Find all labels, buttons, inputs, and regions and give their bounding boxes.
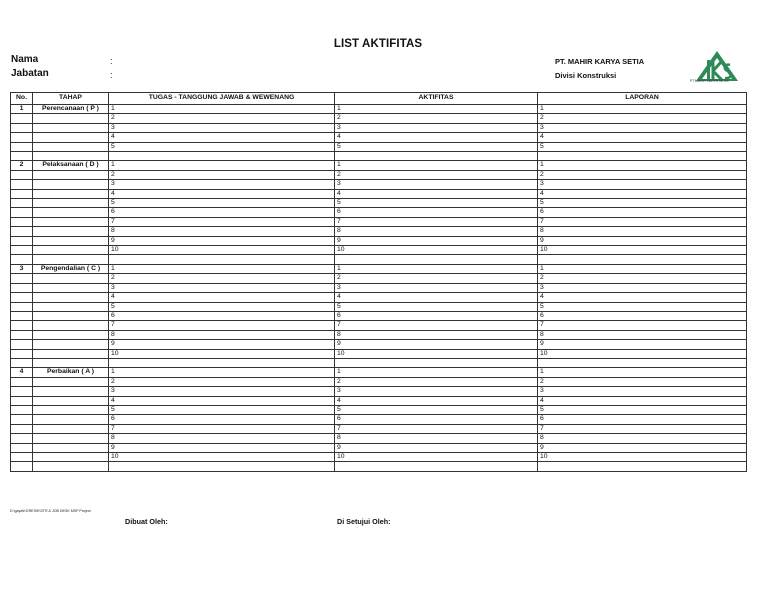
activity-table — [10, 92, 747, 472]
section-tahap — [33, 217, 109, 226]
company-name: PT. MAHIR KARYA SETIA — [555, 57, 645, 66]
tugas-item-number: 4 — [109, 396, 335, 405]
tugas-item-number: 2 — [109, 377, 335, 386]
aktifitas-item-number: 6 — [335, 415, 538, 424]
laporan-item-number: 9 — [538, 340, 747, 349]
laporan-item-number: 3 — [538, 387, 747, 396]
section-number — [11, 180, 33, 189]
section-tahap — [33, 330, 109, 339]
aktifitas-item-number: 5 — [335, 405, 538, 414]
section-tahap — [33, 443, 109, 452]
laporan-item-number: 9 — [538, 236, 747, 245]
tugas-item-number: 10 — [109, 452, 335, 461]
table-row — [11, 170, 747, 179]
aktifitas-item-number: 9 — [335, 340, 538, 349]
section-tahap — [33, 189, 109, 198]
aktifitas-item-number: 5 — [335, 142, 538, 151]
aktifitas-item-number: 6 — [335, 311, 538, 320]
section-number: 2 — [11, 161, 33, 170]
spacer-cell — [538, 358, 747, 367]
section-tahap — [33, 349, 109, 358]
section-tahap — [33, 293, 109, 302]
section-number — [11, 424, 33, 433]
table-row — [11, 368, 747, 377]
laporan-item-number: 8 — [538, 330, 747, 339]
company-division: Divisi Konstruksi — [555, 71, 617, 80]
aktifitas-item-number: 3 — [335, 180, 538, 189]
aktifitas-item-number: 2 — [335, 274, 538, 283]
aktifitas-item-number: 9 — [335, 236, 538, 245]
spacer-cell — [109, 462, 335, 471]
table-row — [11, 434, 747, 443]
tugas-item-number: 3 — [109, 387, 335, 396]
table-row — [11, 208, 747, 217]
tugas-item-number: 8 — [109, 434, 335, 443]
spacer-cell — [335, 255, 538, 264]
section-tahap — [33, 283, 109, 292]
tugas-item-number: 10 — [109, 246, 335, 255]
laporan-item-number: 3 — [538, 180, 747, 189]
jabatan-label: Jabatan — [11, 68, 49, 79]
section-tahap — [33, 340, 109, 349]
section-tahap — [33, 199, 109, 208]
laporan-item-number: 5 — [538, 142, 747, 151]
table-row — [11, 415, 747, 424]
tugas-item-number: 8 — [109, 227, 335, 236]
spacer-cell — [11, 152, 33, 161]
made-by-label: Dibuat Oleh: — [125, 517, 168, 526]
nama-colon: : — [110, 56, 113, 66]
table-row — [11, 340, 747, 349]
section-number — [11, 396, 33, 405]
laporan-item-number: 4 — [538, 133, 747, 142]
col-header-tahap: TAHAP — [33, 93, 109, 105]
table-row — [11, 274, 747, 283]
section-tahap — [33, 236, 109, 245]
table-header-row — [11, 93, 747, 105]
aktifitas-item-number: 8 — [335, 330, 538, 339]
section-number — [11, 405, 33, 414]
col-header-laporan: LAPORAN — [538, 93, 747, 105]
nama-label: Nama — [11, 54, 39, 65]
tugas-item-number: 5 — [109, 199, 335, 208]
col-header-aktifitas: AKTIFITAS — [335, 93, 538, 105]
section-tahap — [33, 133, 109, 142]
jabatan-colon: : — [110, 70, 113, 80]
table-row — [11, 405, 747, 414]
aktifitas-item-number: 7 — [335, 217, 538, 226]
section-number — [11, 170, 33, 179]
laporan-item-number: 10 — [538, 246, 747, 255]
section-number — [11, 208, 33, 217]
section-tahap: Pengendalian ( C ) — [33, 264, 109, 273]
tugas-item-number: 7 — [109, 321, 335, 330]
aktifitas-item-number: 7 — [335, 321, 538, 330]
aktifitas-item-number: 10 — [335, 349, 538, 358]
laporan-item-number: 8 — [538, 434, 747, 443]
section-tahap — [33, 180, 109, 189]
aktifitas-item-number: 4 — [335, 396, 538, 405]
spacer-cell — [33, 358, 109, 367]
aktifitas-item-number: 2 — [335, 114, 538, 123]
tugas-item-number: 6 — [109, 415, 335, 424]
section-number: 3 — [11, 264, 33, 273]
laporan-item-number: 4 — [538, 293, 747, 302]
section-number — [11, 189, 33, 198]
aktifitas-item-number: 4 — [335, 189, 538, 198]
section-number — [11, 311, 33, 320]
spacer-cell — [538, 152, 747, 161]
spacer-cell — [335, 358, 538, 367]
aktifitas-item-number: 2 — [335, 170, 538, 179]
aktifitas-item-number: 5 — [335, 199, 538, 208]
tugas-item-number: 4 — [109, 293, 335, 302]
section-tahap — [33, 434, 109, 443]
section-tahap — [33, 142, 109, 151]
laporan-item-number: 1 — [538, 368, 747, 377]
spacer-cell — [109, 358, 335, 367]
section-tahap — [33, 114, 109, 123]
laporan-item-number: 7 — [538, 424, 747, 433]
spacer-cell — [335, 462, 538, 471]
laporan-item-number: 2 — [538, 377, 747, 386]
spacer-cell — [538, 462, 747, 471]
table-row — [11, 349, 747, 358]
laporan-item-number: 1 — [538, 264, 747, 273]
tugas-item-number: 1 — [109, 264, 335, 273]
section-number — [11, 387, 33, 396]
section-tahap — [33, 321, 109, 330]
table-row — [11, 133, 747, 142]
spacer-cell — [11, 462, 33, 471]
section-number — [11, 274, 33, 283]
laporan-item-number: 7 — [538, 321, 747, 330]
table-row — [11, 283, 747, 292]
section-tahap: Perbaikan ( A ) — [33, 368, 109, 377]
section-tahap — [33, 387, 109, 396]
tugas-item-number: 2 — [109, 114, 335, 123]
section-number — [11, 302, 33, 311]
laporan-item-number: 5 — [538, 199, 747, 208]
section-number — [11, 452, 33, 461]
section-tahap — [33, 452, 109, 461]
file-path-footnote: D:\gaya\KGRESIK\STR & JOB DESK MSP Project — [10, 509, 91, 513]
tugas-item-number: 1 — [109, 161, 335, 170]
aktifitas-item-number: 1 — [335, 105, 538, 114]
aktifitas-item-number: 10 — [335, 246, 538, 255]
spacer-cell — [109, 152, 335, 161]
tugas-item-number: 7 — [109, 424, 335, 433]
section-tahap: Pelaksanaan ( D ) — [33, 161, 109, 170]
tugas-item-number: 5 — [109, 302, 335, 311]
tugas-item-number: 9 — [109, 340, 335, 349]
aktifitas-item-number: 2 — [335, 377, 538, 386]
spacer-cell — [11, 255, 33, 264]
table-row — [11, 443, 747, 452]
table-row — [11, 293, 747, 302]
tugas-item-number: 3 — [109, 123, 335, 132]
section-spacer-row — [11, 255, 747, 264]
aktifitas-item-number: 1 — [335, 161, 538, 170]
table-row — [11, 161, 747, 170]
table-body — [11, 105, 747, 472]
laporan-item-number: 5 — [538, 405, 747, 414]
laporan-item-number: 6 — [538, 311, 747, 320]
aktifitas-item-number: 5 — [335, 302, 538, 311]
tugas-item-number: 2 — [109, 274, 335, 283]
laporan-item-number: 1 — [538, 161, 747, 170]
section-number — [11, 283, 33, 292]
table-row — [11, 302, 747, 311]
section-number — [11, 434, 33, 443]
section-number — [11, 114, 33, 123]
table-row — [11, 424, 747, 433]
tugas-item-number: 7 — [109, 217, 335, 226]
table-row — [11, 180, 747, 189]
laporan-item-number: 1 — [538, 105, 747, 114]
aktifitas-item-number: 4 — [335, 293, 538, 302]
tugas-item-number: 1 — [109, 105, 335, 114]
table-row — [11, 114, 747, 123]
laporan-item-number: 8 — [538, 227, 747, 236]
table-row — [11, 377, 747, 386]
tugas-item-number: 5 — [109, 405, 335, 414]
table-row — [11, 330, 747, 339]
section-number — [11, 227, 33, 236]
section-number — [11, 340, 33, 349]
approved-by-label: Di Setujui Oleh: — [337, 517, 391, 526]
tugas-item-number: 4 — [109, 189, 335, 198]
spacer-cell — [109, 255, 335, 264]
section-spacer-row — [11, 152, 747, 161]
laporan-item-number: 6 — [538, 415, 747, 424]
section-tahap — [33, 424, 109, 433]
logo-caption: PT.MAHIR KARYA SETIA — [690, 79, 729, 83]
section-tahap — [33, 227, 109, 236]
section-tahap — [33, 123, 109, 132]
tugas-item-number: 6 — [109, 208, 335, 217]
aktifitas-item-number: 8 — [335, 434, 538, 443]
aktifitas-item-number: 3 — [335, 283, 538, 292]
section-number — [11, 349, 33, 358]
laporan-item-number: 10 — [538, 452, 747, 461]
section-tahap — [33, 396, 109, 405]
section-number: 1 — [11, 105, 33, 114]
table-row — [11, 396, 747, 405]
col-header-tugas: TUGAS - TANGGUNG JAWAB & WEWENANG — [109, 93, 335, 105]
laporan-item-number: 10 — [538, 349, 747, 358]
section-tahap — [33, 405, 109, 414]
section-tahap — [33, 311, 109, 320]
table-row — [11, 264, 747, 273]
table-row — [11, 123, 747, 132]
laporan-item-number: 4 — [538, 396, 747, 405]
table-row — [11, 142, 747, 151]
section-tahap — [33, 274, 109, 283]
aktifitas-item-number: 10 — [335, 452, 538, 461]
laporan-item-number: 3 — [538, 123, 747, 132]
spacer-cell — [335, 152, 538, 161]
spacer-cell — [33, 255, 109, 264]
section-tahap: Perencanaan ( P ) — [33, 105, 109, 114]
aktifitas-item-number: 4 — [335, 133, 538, 142]
section-number — [11, 321, 33, 330]
tugas-item-number: 1 — [109, 368, 335, 377]
laporan-item-number: 2 — [538, 274, 747, 283]
section-number — [11, 443, 33, 452]
aktifitas-item-number: 6 — [335, 208, 538, 217]
aktifitas-item-number: 3 — [335, 123, 538, 132]
section-number: 4 — [11, 368, 33, 377]
section-number — [11, 246, 33, 255]
section-tahap — [33, 208, 109, 217]
tugas-item-number: 9 — [109, 443, 335, 452]
section-spacer-row — [11, 358, 747, 367]
aktifitas-item-number: 3 — [335, 387, 538, 396]
tugas-item-number: 2 — [109, 170, 335, 179]
laporan-item-number: 2 — [538, 114, 747, 123]
tugas-item-number: 8 — [109, 330, 335, 339]
table-row — [11, 105, 747, 114]
table-row — [11, 189, 747, 198]
table-row — [11, 199, 747, 208]
table-row — [11, 227, 747, 236]
aktifitas-item-number: 1 — [335, 264, 538, 273]
spacer-cell — [33, 152, 109, 161]
tugas-item-number: 3 — [109, 283, 335, 292]
section-number — [11, 415, 33, 424]
section-number — [11, 142, 33, 151]
section-number — [11, 133, 33, 142]
section-number — [11, 377, 33, 386]
table-row — [11, 311, 747, 320]
laporan-item-number: 2 — [538, 170, 747, 179]
section-tahap — [33, 170, 109, 179]
spacer-cell — [11, 358, 33, 367]
spacer-cell — [538, 255, 747, 264]
laporan-item-number: 9 — [538, 443, 747, 452]
aktifitas-item-number: 1 — [335, 368, 538, 377]
table-row — [11, 246, 747, 255]
laporan-item-number: 4 — [538, 189, 747, 198]
page-title: LIST AKTIFITAS — [333, 38, 423, 50]
table-row — [11, 321, 747, 330]
section-tahap — [33, 246, 109, 255]
tugas-item-number: 6 — [109, 311, 335, 320]
table-row — [11, 452, 747, 461]
aktifitas-item-number: 8 — [335, 227, 538, 236]
section-number — [11, 199, 33, 208]
laporan-item-number: 3 — [538, 283, 747, 292]
table-row — [11, 236, 747, 245]
table-row — [11, 387, 747, 396]
section-spacer-row — [11, 462, 747, 471]
section-tahap — [33, 415, 109, 424]
tugas-item-number: 5 — [109, 142, 335, 151]
section-number — [11, 217, 33, 226]
aktifitas-item-number: 9 — [335, 443, 538, 452]
section-number — [11, 330, 33, 339]
tugas-item-number: 4 — [109, 133, 335, 142]
section-tahap — [33, 377, 109, 386]
section-tahap — [33, 302, 109, 311]
section-number — [11, 293, 33, 302]
tugas-item-number: 9 — [109, 236, 335, 245]
table-row — [11, 217, 747, 226]
laporan-item-number: 6 — [538, 208, 747, 217]
col-header-no: No. — [11, 93, 33, 105]
spacer-cell — [33, 462, 109, 471]
aktifitas-item-number: 7 — [335, 424, 538, 433]
section-number — [11, 236, 33, 245]
laporan-item-number: 5 — [538, 302, 747, 311]
laporan-item-number: 7 — [538, 217, 747, 226]
section-number — [11, 123, 33, 132]
tugas-item-number: 3 — [109, 180, 335, 189]
tugas-item-number: 10 — [109, 349, 335, 358]
